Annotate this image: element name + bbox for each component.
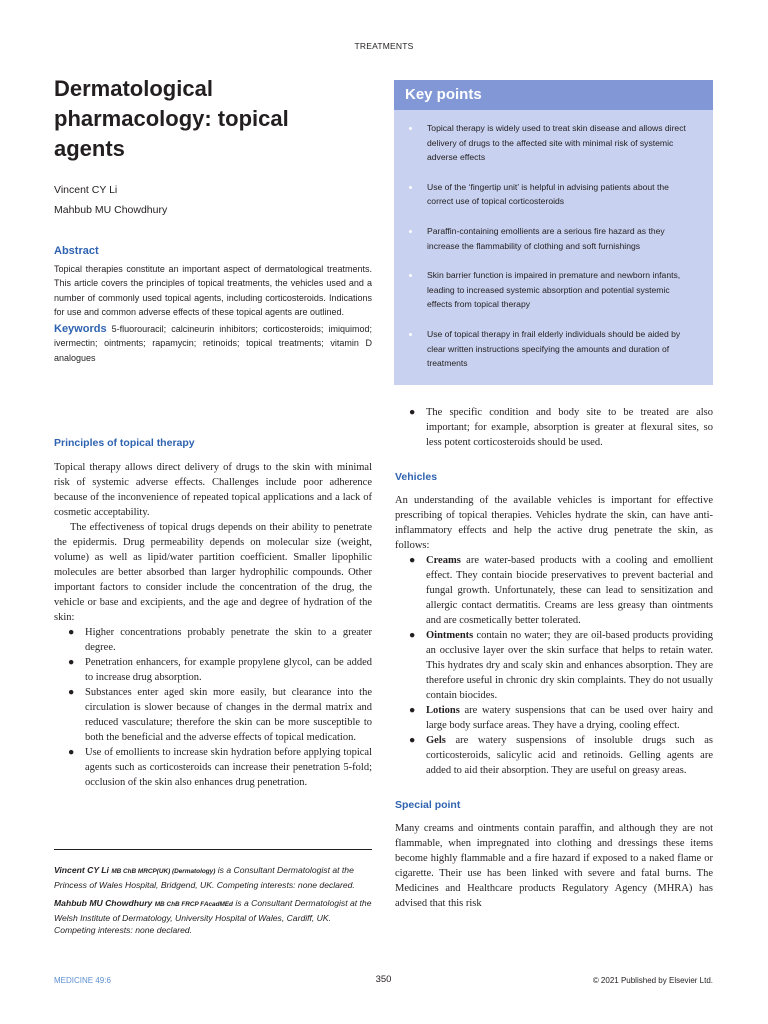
author-name: Mahbub MU Chowdhury	[54, 204, 168, 216]
key-point-text: Use of the ‘fingertip unit’ is helpful in advising patients about the correct use of topical corticosteroids	[427, 181, 669, 207]
key-point-item	[409, 180, 697, 209]
list-item	[409, 733, 713, 778]
affiliation-divider	[54, 849, 372, 850]
list-item	[409, 553, 713, 628]
affiliation-qualifications: MB ChB FRCP FAcadMEd	[154, 901, 233, 909]
vehicle-description: are water-based products with a cooling and emollient effect. They contain biocide preservatives to prevent bacterial and fungal growth. Unfortunately, these can lead to sensitization and allergic contact dermatitis. Creams are less greasy than ointments and are cosmetically better tolerated.	[426, 555, 713, 626]
list-item-text: The specific condition and body site to be treated are also important; for example, absorption is greater at flexural sites, so less potent corticosteroids should be used.	[426, 407, 713, 448]
vehicles-list	[395, 553, 713, 778]
affiliation	[54, 897, 372, 937]
principles-bullet-continued	[395, 405, 713, 450]
bullet-icon: ●	[409, 555, 416, 566]
key-point-text: Use of topical therapy in frail elderly individuals should be aided by clear written instructions specifying the amounts and duration of treatments	[427, 328, 681, 369]
affiliation-text: is a Consultant Dermatologist at the Welsh Institute of Dermatology, University Hospital of Wales, Cardiff, UK. Competing interests: none declared.	[54, 898, 372, 936]
list-item	[68, 655, 372, 685]
affiliation	[54, 864, 372, 891]
running-head: TREATMENTS	[354, 41, 414, 51]
list-item	[68, 625, 372, 655]
key-point-text: Paraffin-containing emollients are a serious fire hazard as they increase the flammability of clothing and soft furnishings	[427, 225, 665, 251]
principles-paragraph: Topical therapy allows direct delivery of drugs to the skin with minimal risk of systemic adverse effects. Challenges include poor adherence because of the inconvenience of repeated topical applications and a lack of cosmetic acceptability.	[54, 462, 372, 518]
bullet-icon: ●	[409, 407, 416, 418]
abstract-text: Topical therapies constitute an important aspect of dermatological treatments. This article covers the principles of topical treatments, the vehicles used and a number of commonly used topical agents, including corticosteroids. Indications for use and common adverse effects of these topical agents are outlined.	[54, 263, 372, 317]
bullet-icon: ●	[409, 735, 416, 746]
key-point-text: Skin barrier function is impaired in premature and newborn infants, leading to increased systemic absorption and potential systemic effects from topical therapy	[427, 270, 681, 310]
bullet-icon: ●	[68, 657, 75, 668]
vehicles-intro: An understanding of the available vehicles is important for effective prescribing of topical therapies. Vehicles hydrate the skin, can have anti-inflammatory effects and help the active drug penetrate the skin, as follows:	[395, 495, 713, 551]
vehicle-description: are watery suspensions of insoluble drugs such as corticosteroids, salicylic acid and retinoids. Gelling agents are added to aid their absorption. They are useful on greasy areas.	[426, 735, 713, 776]
abstract-heading: Abstract	[54, 245, 99, 257]
author-name: Vincent CY Li	[54, 184, 118, 196]
special-point-heading: Special point	[395, 799, 461, 811]
list-item	[409, 703, 713, 733]
list-item-text: Substances enter aged skin more easily, but clearance into the circulation is slower because of changes in the dermal matrix and reduced vasculature; therefore the skin can be more susceptible to both the beneficial and the adverse effects of topical medication.	[85, 687, 372, 743]
vehicles-heading: Vehicles	[395, 471, 438, 483]
key-points-list	[394, 110, 713, 371]
key-point-item	[409, 327, 697, 371]
right-column	[395, 405, 713, 911]
key-point-item	[409, 224, 697, 253]
author-list	[54, 180, 167, 220]
bullet-dot-icon	[409, 127, 412, 130]
bullet-icon: ●	[68, 687, 75, 698]
list-item	[409, 628, 713, 703]
vehicle-description: are watery suspensions that can be used over hairy and large body surface areas. They have a drying, cooling effect.	[426, 705, 713, 731]
vehicle-term: Ointments	[426, 630, 474, 641]
page-number: 350	[375, 974, 392, 985]
key-point-item	[409, 268, 697, 312]
principles-paragraph: The effectiveness of topical drugs depends on their ability to penetrate the epidermis. Drug permeability depends on molecular size (weight, volume) as well as lipid/water partition coefficient. Smaller lipophilic molecules are better absorbed than larger hydrophilic compounds. Other important factors to consider include the concentration of the drug, the vehicle or base and excipients, and the age and degree of hydration of the skin:	[54, 522, 372, 623]
list-item-text: Use of emollients to increase skin hydration before applying topical agents such as corticosteroids can increase their penetration 5-fold; occlusion of the skin also enhances drug penetration.	[85, 747, 372, 788]
article-title: Dermatological pharmacology: topical agents	[54, 76, 289, 161]
principles-heading: Principles of topical therapy	[54, 437, 195, 449]
affiliation-qualifications: MB ChB MRCP(UK) (Dermatology)	[111, 868, 216, 875]
special-point-text: Many creams and ointments contain paraffin, and although they are not flammable, when impregnated into clothing and dressings these items become highly flammable and a fire hazard if exposed to a naked flame or cigarette. Their use has been linked with severe and fatal burns. The Medicines and Healthcare products Regulatory Agency (MHRA) has advised that this risk	[395, 823, 713, 909]
keywords-label: Keywords	[54, 322, 107, 335]
bullet-dot-icon	[409, 230, 412, 233]
principles-bullet-list	[54, 625, 372, 790]
key-point-text: Topical therapy is widely used to treat skin disease and allows direct delivery of drugs to the affected site with minimal risk of systemic adverse effects	[427, 123, 686, 163]
affiliation-name: Mahbub MU Chowdhury	[54, 898, 153, 909]
key-point-item	[409, 121, 697, 165]
affiliation-name: Vincent CY Li	[54, 865, 109, 875]
list-item	[68, 745, 372, 790]
bullet-icon: ●	[68, 627, 75, 638]
bullet-icon: ●	[409, 705, 416, 716]
list-item	[68, 685, 372, 745]
bullet-icon: ●	[68, 747, 75, 758]
vehicle-description: contain no water; they are oil-based products providing an occlusive layer over the skin surface that helps to retain water. This hydrates dry and scaly skin and enhances absorption. They are therefore useful in chronic dry skin complaints. They do not usually contain biocides.	[426, 630, 713, 701]
key-points-heading: Key points	[394, 80, 713, 110]
key-points-box	[394, 80, 713, 385]
bullet-dot-icon	[409, 333, 412, 336]
affiliation-text: is a Consultant Dermatologist at the Princess of Wales Hospital, Bridgend, UK. Competing interests: none declared.	[54, 865, 355, 890]
left-column	[54, 436, 372, 790]
bullet-dot-icon	[409, 274, 412, 277]
vehicle-term: Creams	[426, 555, 461, 566]
journal-issue: MEDICINE 49:6	[54, 976, 111, 985]
vehicle-term: Gels	[426, 735, 446, 746]
list-item-text: Penetration enhancers, for example propylene glycol, can be added to increase drug absorption.	[85, 657, 372, 683]
keywords-text: 5-fluorouracil; calcineurin inhibitors; corticosteroids; imiquimod; ivermectin; ointments; rapamycin; retinoids; topical treatments; vitamin D analogues	[54, 323, 372, 363]
list-item-text: Higher concentrations probably penetrate the skin to a greater degree.	[85, 627, 372, 653]
bullet-dot-icon	[409, 186, 412, 189]
bullet-icon: ●	[409, 630, 416, 641]
author-affiliations	[54, 864, 372, 943]
vehicle-term: Lotions	[426, 705, 460, 716]
abstract	[54, 244, 372, 365]
copyright: © 2021 Published by Elsevier Ltd.	[592, 976, 713, 985]
list-item	[409, 405, 713, 450]
keywords	[54, 322, 372, 366]
